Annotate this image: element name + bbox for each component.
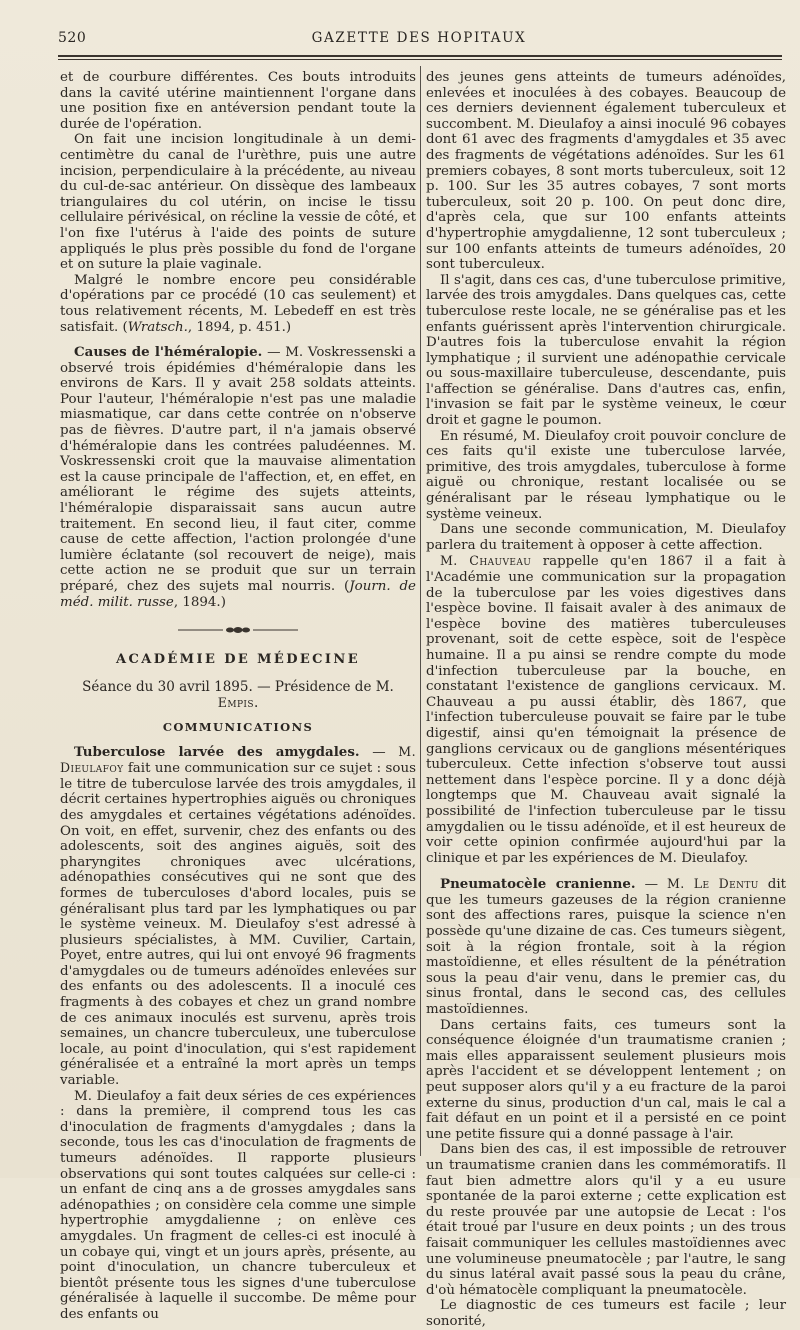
article-title: Causes de l'héméralopie. [74,344,263,361]
paragraph-text: Malgré le nombre encore peu considérable d'opérations par ce procédé (10 cas seulement) et tous relativement récents, M. Lebedeff en est très satisfait. ( [60,272,416,335]
article-tuberculose [60,744,416,1089]
author-name: M. Dieulafoy [60,743,416,776]
article-pneumatocele [426,876,786,1017]
paragraph [60,273,416,335]
ornament-rule-icon [178,626,298,634]
left-column [60,70,416,1323]
paragraph-text: — M. Voskressenski a observé trois épidémies d'héméralopie dans les environs de Kars. Il y avait 258 soldats atteints. Pour l'auteur, l'héméralopie n'est pas une maladie miasmatique, car dans cette contrée on n'observe pas de fièvres. D'autre part, il n'a jamais observé d'héméralopie dans les contrées paludéennes. M. Voskressenski croit que la mauvaise alimentation est la cause principale de l'affection, et, en effet, en améliorant le régime des sujets atteints, l'héméralopie disparaissait sans aucun autre traitement. En second lieu, il faut citer, comme cause de cette affection, l'action prolongée d'une lumière éclatante (sol recouvert de neige), mais cette action ne se produit que sur un terrain préparé, chez des sujets mal nourris. ( [60,345,416,594]
dash: — [359,744,399,760]
source-citation: Journ. de méd. milit. russe [60,579,416,610]
session-text: Séance du 30 avril 1895. — Présidence de M. [82,678,394,695]
paragraph: On fait une incision longitudinale à un demi-centimètre du canal de l'urèthre, puis une autre incision, perpendiculaire à la précédente, au niveau du cul-de-sac antérieur. On dissèque des lambeaux triangulaires du col utérin, on incise le tissu cellulaire périvésical, on récline la vessie de côté, et l'on fixe l'utérus à l'aide des points de suture appliqués le plus près possible du fond de l'organe et on suture la plaie vaginale. [60,132,416,273]
article-title: Tuberculose larvée des amygdales. [74,743,360,760]
paragraph-text: fait une communication sur ce sujet : sous le titre de tuberculose larvée des trois amygdales, il décrit certaines hypertrophies aiguës ou chroniques des amygdales et certaines végétations adénoïdes. On voit, en effet, survenir, chez des enfants ou des adolescents, soit des angines aiguës, soit des pharyngites chroniques avec ulcérations, adénopathies consécutives qui ne sont que des formes de tuberculoses d'abord locales, puis se généralisant plus tard par les lymphatiques ou par le système veineux. M. Dieulafoy s'est adressé à plusieurs spécialistes, à MM. Cuvilier, Cartain, Poyet, entre autres, qui lui ont envoyé 96 fragments d'amygdales ou de tumeurs adénoïdes enlevées sur des enfants ou des adolescents. Il a inoculé ces fragments à des cobayes et chez un grand nombre de ces animaux inoculés est survenu, après trois semaines, un chancre tuberculeux, une tuberculose locale, au point d'inoculation, qui s'est rapidement généralisée et a entraîné la mort après un temps variable. [60,761,416,1089]
right-column [426,70,786,1330]
paragraph-text: , 1894.) [173,594,226,610]
section-heading: ACADÉMIE DE MÉDECINE [115,652,360,668]
source-citation: Wratsch. [127,319,188,335]
author-name: M. Le Dentu [666,876,759,892]
dash: — [635,877,667,893]
paragraph: Il s'agit, dans ces cas, d'une tuberculose primitive, larvée des trois amygdales. Dans quelques cas, cette tuberculose reste locale, ne se généralise pas et les enfants guérissent après l'intervention chirurgicale. D'autres fois la tuberculose envahit la région lymphatique ; il survient une adénopathie cervicale ou sous-maxillaire tuberculeuse, descendante, puis l'affection se généralise. Dans d'autres cas, enfin, l'invasion se fait par le système veineux, le cœur droit et gagne le poumon. [426,272,786,429]
paragraph: Dans bien des cas, il est impossible de retrouver un traumatisme cranien dans les commémoratifs. Il faut bien admettre alors qu'il y a eu usure spontanée de la paroi externe ; cette explication est du reste prouvée par une autopsie de Lecat : l'os était troué par l'usure en deux points ; un des trous faisait communiquer les cellules mastoïdiennes avec une volumineuse pneumatocèle ; par l'autre, le sang du sinus latéral avait passé sous la peau du crâne, d'où hématocèle compliquant la pneumatocèle. [426,1142,786,1298]
session-line [60,680,416,712]
page-header [58,30,780,54]
paragraph: Dans une seconde communication, M. Dieulafoy parlera du traitement à opposer à cette affection. [426,522,786,553]
paragraph: Le diagnostic de ces tumeurs est facile ; leur sonorité, [426,1298,786,1329]
session-tail: . [253,695,259,712]
paragraph-text: , 1894, p. 451.) [187,319,292,335]
paragraph: des jeunes gens atteints de tumeurs adénoïdes, enlevées et inoculées à des cobayes. Beaucoup de ces derniers deviennent également tuberculeux et succombent. M. Dieulafoy a ainsi inoculé 96 cobayes dont 61 avec des fragments d'amygdales et 35 avec des fragments de végétations adénoïdes. Sur les 61 premiers cobayes, 8 sont morts tuberculeux, soit 12 p. 100. Sur les 35 autres cobayes, 7 sont morts tuberculeux, soit 20 p. 100. On peut donc dire, d'après cela, que sur 100 enfants atteints d'hypertrophie amygdalienne, 12 sont tuberculeux ; sur 100 enfants atteints de tumeurs adénoïdes, 20 sont tuberculeux. [426,70,786,273]
paragraph: En résumé, M. Dieulafoy croit pouvoir conclure de ces faits qu'il existe une tuberculose larvée, primitive, des trois amygdales, tuberculose à forme aiguë ou chronique, restant localisée ou se généralisant par le réseau lymphatique ou le système veineux. [426,428,786,522]
article-title: Pneumatocèle cranienne. [440,876,636,893]
header-rule-thin [58,59,782,60]
header-rule-thick [58,55,782,57]
president-name: Empis [217,695,254,711]
subsection-heading: COMMUNICATIONS [162,719,314,734]
paragraph [426,553,786,866]
paragraph-text: dit que les tumeurs gazeuses de la région cranienne sont des affections rares, puisque la science n'en possède qu'une dizaine de cas. Ces tumeurs siègent, soit à la région frontale, soit à la région mastoïdienne, et elles résultent de la pénétration sous la peau d'air venu, dans le premier cas, du sinus frontal, dans le second cas, des cellules mastoïdiennes. [426,877,787,1018]
article-hemeralopie [60,345,416,610]
paragraph: M. Dieulafoy a fait deux séries de ces expériences : dans la première, il comprend tous les cas d'inoculation de fragments d'amygdales ; dans la seconde, tous les cas d'inoculation de fragments de tumeurs adénoïdes. Il rapporte plusieurs observations qui sont toutes calquées sur celle-ci : un enfant de cinq ans a de grosses amygdales sans adénopathies ; on considère cela comme une simple hypertrophie amygdalienne ; on enlève ces amygdales. Un fragment de celles-ci est inoculé à un cobaye qui, vingt et un jours après, présente, au point d'inoculation, un chancre tuberculeux et bientôt présente tous les signes d'une tuberculose généralisée à laquelle il succombe. De même pour des enfants ou [60,1088,416,1322]
page-number: 520 [58,30,87,46]
column-divider [420,66,421,1156]
author-name: M. Chauveau [440,553,532,569]
paragraph: Dans certains faits, ces tumeurs sont la conséquence éloignée d'un traumatisme cranien ; mais elles apparaissent seulement plusieurs mois après l'accident et se développent lentement ; on peut supposer alors qu'il y a eu fracture de la paroi externe du sinus, production d'un cal, mais le cal a fait défaut en un point et il a persisté en ce point une petite fissure qui a donné passage à l'air. [426,1017,786,1142]
paragraph: et de courbure différentes. Ces bouts introduits dans la cavité utérine maintiennent l'organe dans une position fixe en antéversion pendant toute la durée de l'opération. [60,70,416,132]
section-ornament [60,626,416,634]
journal-title: GAZETTE DES HOPITAUX [311,30,527,46]
paragraph-text: rappelle qu'en 1867 il a fait à l'Académie une communication sur la propagation de la tuberculose par les voies digestives dans l'espèce bovine. Il faisait avaler à des animaux de l'espèce bovine des matières tuberculeuses provenant, soit de cette espèce, soit de l'espèce humaine. Il a pu ainsi se rendre compte du mode d'infection tuberculeuse par la bouche, en constatant l'existence de ganglions cervicaux. M. Chauveau a pu aussi établir, dès 1867, que l'infection tuberculeuse pouvait se faire par le tube digestif, ainsi qu'en témoignait la présence de ganglions cervicaux ou de ganglions mésentériques tuberculeux. Cette infection s'observe tout aussi nettement dans l'espèce porcine. Il y a donc déjà longtemps que M. Chauveau avait signalé la possibilité de l'infection tuberculeuse par le tissu amygdalien ou le tissu adénoïde, et il est heureux de voir cette opinion confirmée aujourd'hui par la clinique et par les expériences de M. Dieulafoy. [426,554,786,866]
